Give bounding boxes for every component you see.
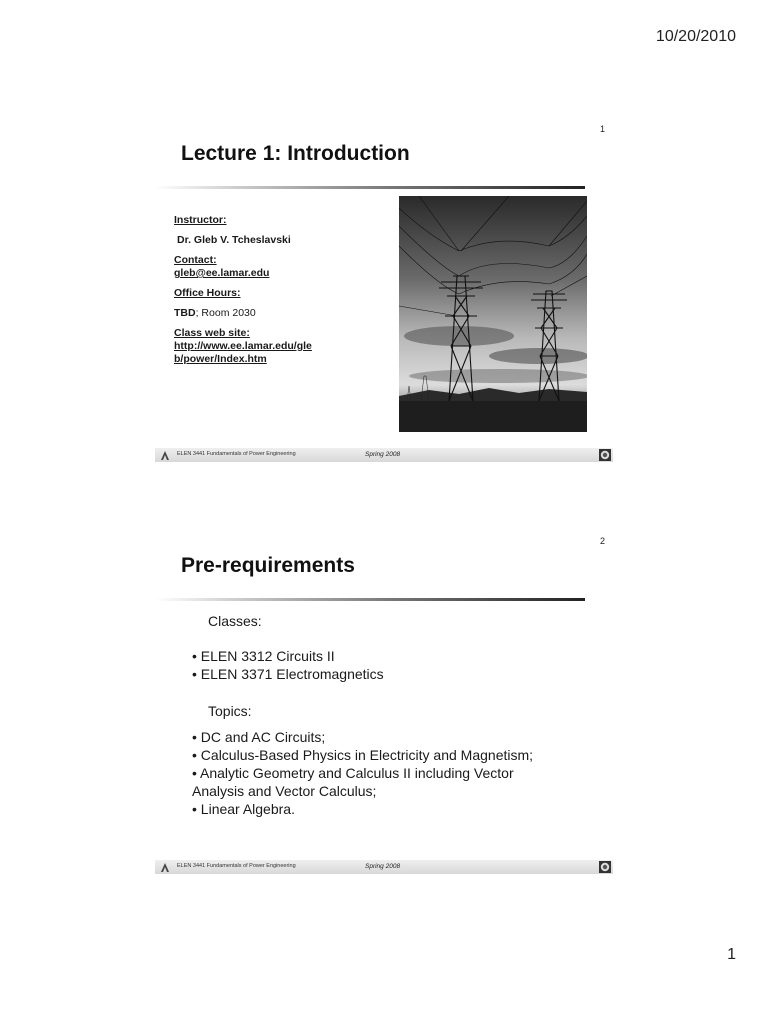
power-lines-photo bbox=[399, 196, 587, 432]
website-label: Class web site: bbox=[174, 327, 250, 339]
instructor-name: Dr. Gleb V. Tcheslavski bbox=[177, 234, 291, 246]
slide-footer bbox=[155, 860, 613, 874]
class-item: • ELEN 3312 Circuits II bbox=[192, 648, 335, 664]
footer-course: ELEN 3441 Fundamentals of Power Engineering bbox=[177, 863, 296, 869]
slide-footer bbox=[155, 448, 613, 462]
contact-label: Contact: bbox=[174, 254, 217, 266]
topic-item: • Linear Algebra. bbox=[192, 801, 295, 817]
website-link-line1[interactable]: http://www.ee.lamar.edu/gle bbox=[174, 340, 312, 352]
slide-title: Pre-requirements bbox=[181, 554, 355, 577]
website-link-line2[interactable]: b/power/Index.htm bbox=[174, 353, 267, 365]
topic-item: • DC and AC Circuits; bbox=[192, 729, 326, 745]
page-number: 1 bbox=[727, 946, 736, 963]
university-seal-icon bbox=[599, 861, 611, 873]
topic-item: • Analytic Geometry and Calculus II including Vector bbox=[192, 765, 514, 781]
slide-number: 2 bbox=[600, 536, 606, 546]
slide-1 bbox=[155, 118, 615, 464]
office-hours-tbd: TBD bbox=[174, 307, 196, 319]
contact-email-link[interactable]: gleb@ee.lamar.edu bbox=[174, 267, 270, 279]
page-date: 10/20/2010 bbox=[655, 28, 736, 45]
slide-title: Lecture 1: Introduction bbox=[181, 142, 410, 165]
topics-heading: Topics: bbox=[208, 703, 252, 719]
footer-semester: Spring 2008 bbox=[365, 451, 401, 458]
instructor-label: Instructor: bbox=[174, 214, 227, 226]
lamar-torch-logo-icon bbox=[159, 861, 171, 873]
office-hours-label: Office Hours: bbox=[174, 287, 241, 299]
classes-heading: Classes: bbox=[208, 613, 262, 629]
slide-2 bbox=[155, 532, 615, 878]
slide-number: 1 bbox=[600, 124, 606, 134]
office-hours-room: ; Room 2030 bbox=[195, 307, 256, 319]
lamar-torch-logo-icon bbox=[159, 449, 171, 461]
topic-item-continuation: Analysis and Vector Calculus; bbox=[192, 783, 377, 799]
title-rule bbox=[155, 598, 585, 601]
footer-course: ELEN 3441 Fundamentals of Power Engineering bbox=[177, 451, 296, 457]
footer-semester: Spring 2008 bbox=[365, 863, 401, 870]
office-hours-value bbox=[174, 307, 312, 320]
university-seal-icon bbox=[599, 449, 611, 461]
topic-item: • Calculus-Based Physics in Electricity and Magnetism; bbox=[192, 747, 534, 763]
instructor-info bbox=[174, 214, 312, 366]
title-rule bbox=[155, 186, 585, 189]
class-item: • ELEN 3371 Electromagnetics bbox=[192, 666, 384, 682]
